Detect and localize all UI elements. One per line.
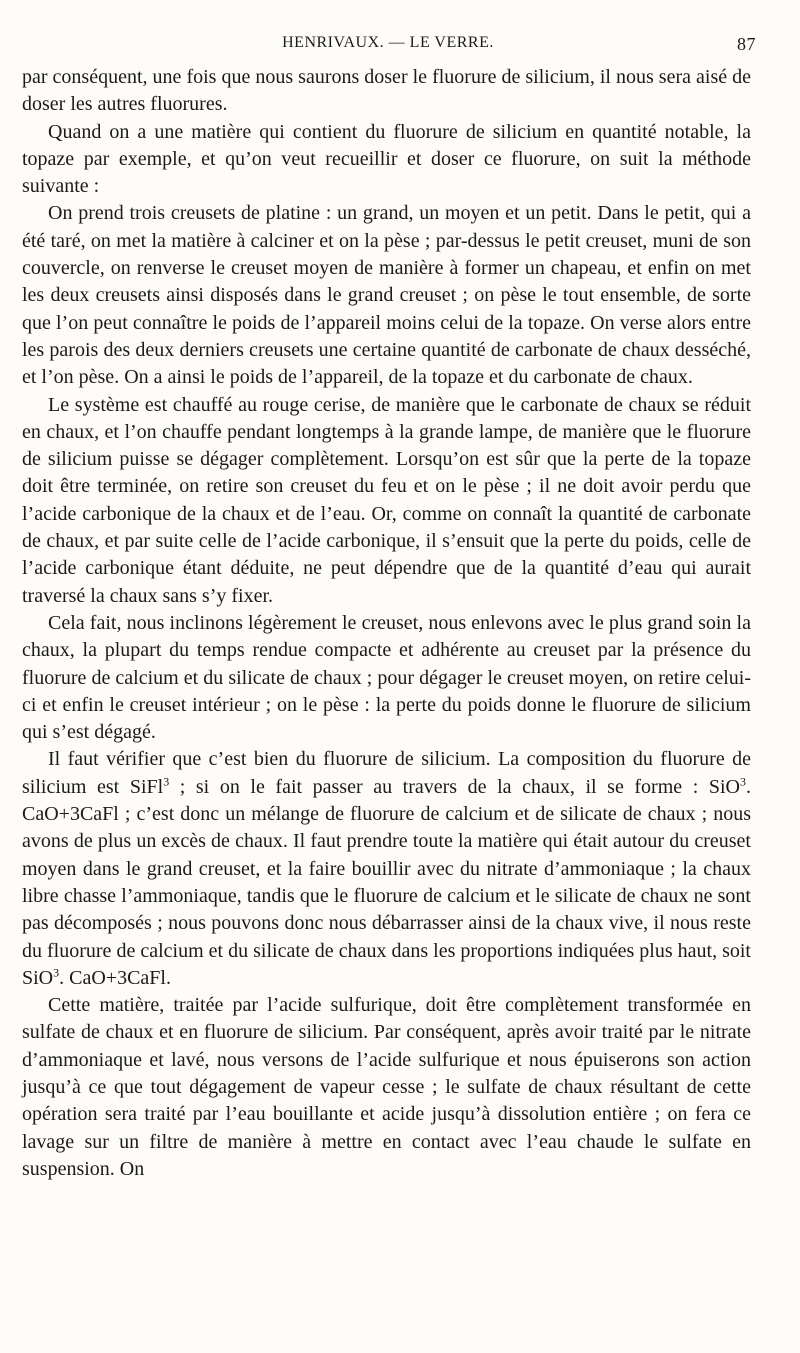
paragraph-topaze-intro: Quand on a une matière qui contient du fluorure de silicium en quantité notable, la topaze par exemple, et qu’on veut recueillir et doser ce fluorure, on suit la méthode suivante :: [22, 120, 751, 198]
verification-text-c: . CaO+3CaFl ; c’est donc un mélange de fluorure de calcium et de silicate de chaux ; nous avons de plus un excès de chaux. Il faut prendre toute la matière qui était autour du creuset moyen dans le grand creuset, et la faire bouillir avec du nitrate d’ammoniaque ; la chaux libre chasse l’ammoniaque, tandis que le fluorure de calcium et le silicate de chaux ne sont pas décomposés ; nous pouvons donc nous débarrasser ainsi de la chaux vive, il nous reste du fluorure de calcium et du silicate de chaux dans les proportions indiquées plus haut, soit SiO: [22, 775, 751, 989]
paragraph-inclinaison: Cela fait, nous inclinons légèrement le creuset, nous enlevons avec le plus grand soin la chaux, la plupart du temps rendue compacte et adhérente au creuset par la présence du fluorure de calcium et du silicate de chaux ; pour dégager le creuset moyen, on retire celui-ci et enfin le creuset intérieur ; on le pèse : la perte du poids donne le fluorure de silicium qui s’est dégagé.: [22, 611, 751, 744]
running-head: [24, 34, 756, 58]
page-number: 87: [737, 34, 756, 54]
body-text: [22, 64, 751, 1183]
superscript-sio3-first: 3: [740, 774, 746, 789]
superscript-fl3: 3: [163, 774, 170, 789]
verification-text-a: Il faut vérifier que c’est bien du fluorure de silicium. La composition du fluorure de silicium est SiFl: [22, 748, 751, 798]
verification-text-b: ; si on le fait passer au travers de la chaux, il se forme : SiO: [169, 775, 740, 798]
paragraph-chauffage: Le système est chauffé au rouge cerise, de manière que le carbonate de chaux se réduit en chaux, et l’on chauffe pendant longtemps à la grande lampe, de manière que le fluorure de silicium puisse se dégager complètement. Lorsqu’on est sûr que la perte de la topaze doit être terminée, on retire son creuset du feu et on le pèse ; il ne doit avoir perdu que l’acide carbonique de la chaux et de l’eau. Or, comme on connaît la quantité de carbonate de chaux, et par suite celle de l’acide carbonique, il s’ensuit que la perte du poids, celle de l’acide carbonique étant déduite, ne peut dépendre que de la quantité d’eau qui aurait traversé la chaux sans s’y fixer.: [22, 393, 751, 607]
paragraph-acide-sulfurique: Cette matière, traitée par l’acide sulfurique, doit être complètement transformée en sulfate de chaux et en fluorure de silicium. Par conséquent, après avoir traité par le nitrate d’ammoniaque et lavé, nous versons de l’acide sulfurique et nous épuiserons son action jusqu’à ce que tout dégagement de vapeur cesse ; le sulfate de chaux résultant de cette opération sera traité par l’eau bouillante et acide jusqu’à dissolution entière ; on fera ce lavage sur un filtre de manière à mettre en contact avec l’eau chaude le sulfate en suspension. On: [22, 994, 751, 1180]
verification-text-d: . CaO+3CaFl.: [59, 966, 171, 989]
paragraph-creusets: On prend trois creusets de platine : un grand, un moyen et un petit. Dans le petit, qui a été taré, on met la matière à calciner et on la pèse ; par-dessus le petit creuset, muni de son couvercle, on renverse le creuset moyen de manière à former un chapeau, et enfin on met les deux creusets ainsi disposés dans le grand creuset ; on pèse le tout ensemble, de sorte que l’on peut connaître le poids de l’appareil moins celui de la topaze. On verse alors entre les parois des deux derniers creusets une certaine quantité de carbonate de chaux desséché, et l’on pèse. On a ainsi le poids de l’appareil, de la topaze et du carbonate de chaux.: [22, 202, 751, 389]
running-title: HENRIVAUX. — LE VERRE.: [282, 34, 494, 51]
superscript-sio3-second: 3: [53, 965, 60, 980]
paragraph-continuation: par conséquent, une fois que nous saurons doser le fluorure de silicium, il nous sera aisé de doser les autres fluorures.: [22, 66, 751, 116]
paragraph-verification: [22, 746, 751, 992]
